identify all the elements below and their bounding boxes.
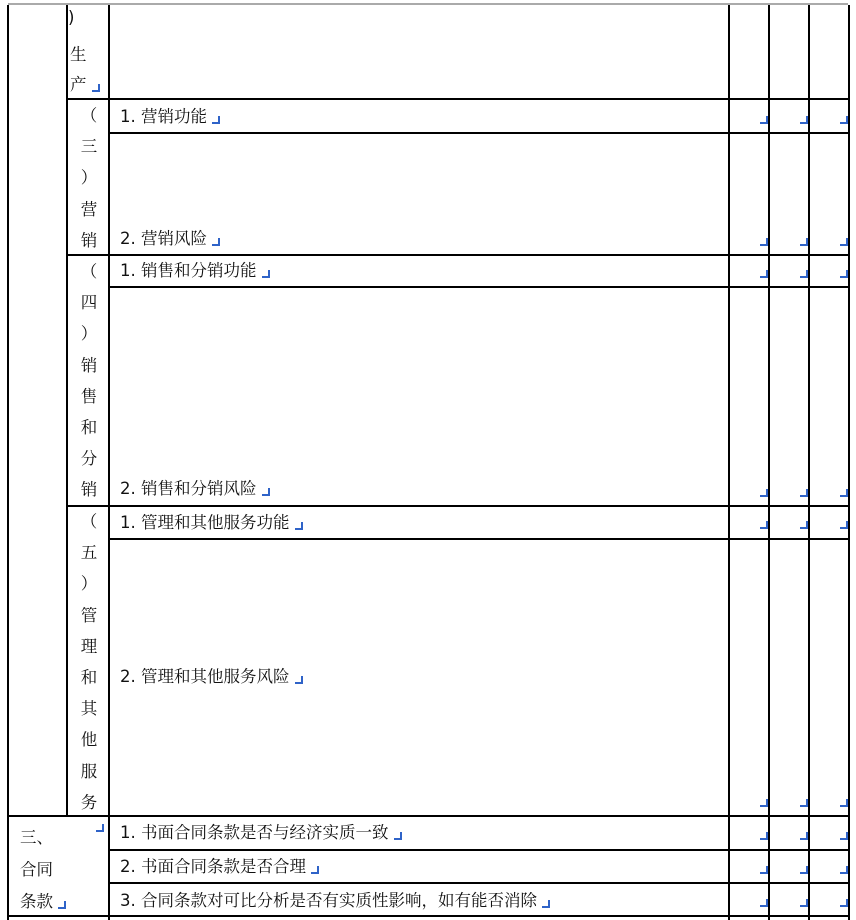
contract-item-2: 2. 书面合同条款是否合理 <box>120 857 319 877</box>
production-char-2: 产 <box>70 75 87 94</box>
paragraph-mark <box>262 488 270 496</box>
row-divider <box>7 815 850 817</box>
row-divider <box>108 132 850 134</box>
row-divider <box>66 98 850 100</box>
paragraph-mark <box>840 799 848 807</box>
row-divider <box>66 505 850 507</box>
paragraph-mark <box>800 799 808 807</box>
page-top-edge <box>8 3 848 5</box>
sales-function-item: 1. 销售和分销功能 <box>120 261 270 281</box>
paragraph-mark <box>840 521 848 529</box>
paragraph-mark <box>760 866 768 874</box>
admin-risk-item: 2. 管理和其他服务风险 <box>120 667 303 687</box>
table-divider-content <box>728 5 730 920</box>
paragraph-mark <box>840 238 848 246</box>
table-divider-col2 <box>768 5 770 920</box>
paragraph-mark <box>760 521 768 529</box>
paragraph-mark <box>212 238 220 246</box>
contract-item-1: 1. 书面合同条款是否与经济实质一致 <box>120 823 402 843</box>
paragraph-mark <box>262 270 270 278</box>
paragraph-mark <box>394 832 402 840</box>
paragraph-mark <box>800 866 808 874</box>
marketing-risk-item: 2. 营销风险 <box>120 229 220 249</box>
paragraph-mark <box>800 238 808 246</box>
paragraph-mark <box>295 676 303 684</box>
contract-item-3: 3. 合同条款对可比分析是否有实质性影响，如有能否消除 <box>120 891 550 911</box>
paragraph-mark <box>800 832 808 840</box>
paragraph-mark <box>760 899 768 907</box>
admin-function-item: 1. 管理和其他服务功能 <box>120 513 303 533</box>
paragraph-mark <box>800 116 808 124</box>
paragraph-mark <box>295 522 303 530</box>
row-divider <box>108 882 850 884</box>
paragraph-mark <box>311 866 319 874</box>
row-divider <box>108 538 850 540</box>
paragraph-mark <box>840 270 848 278</box>
row-divider <box>66 254 850 256</box>
paragraph-mark <box>760 489 768 497</box>
paragraph-mark <box>840 489 848 497</box>
marketing-function-item: 1. 营销功能 <box>120 107 220 127</box>
production-label-tail: ) <box>68 8 75 27</box>
paragraph-mark <box>58 901 66 909</box>
production-label <box>70 40 100 100</box>
row-divider <box>108 286 850 288</box>
sales-label: （ 四 ） 销 售 和 分 销 <box>80 262 98 500</box>
paragraph-mark <box>840 832 848 840</box>
paragraph-mark <box>760 116 768 124</box>
paragraph-mark <box>760 238 768 246</box>
table-divider-category <box>66 5 68 817</box>
paragraph-mark <box>542 900 550 908</box>
paragraph-mark <box>92 84 100 92</box>
paragraph-mark <box>96 824 104 832</box>
row-divider <box>7 915 850 917</box>
paragraph-mark <box>212 116 220 124</box>
paragraph-mark <box>840 116 848 124</box>
marketing-label: （ 三 ） 营 销 <box>80 106 98 250</box>
admin-label: （ 五 ） 管 理 和 其 他 服 务 <box>80 512 98 812</box>
table-divider-col3 <box>808 5 810 920</box>
table-border-right <box>848 5 850 920</box>
paragraph-mark <box>800 521 808 529</box>
paragraph-mark <box>800 270 808 278</box>
paragraph-mark <box>800 899 808 907</box>
table-border-left <box>7 5 9 920</box>
paragraph-mark <box>800 489 808 497</box>
paragraph-mark <box>760 270 768 278</box>
paragraph-mark <box>760 832 768 840</box>
row-divider <box>108 849 850 851</box>
contract-label: 三、 合同 条款 <box>20 822 66 918</box>
paragraph-mark <box>760 799 768 807</box>
paragraph-mark <box>840 899 848 907</box>
sales-risk-item: 2. 销售和分销风险 <box>120 479 270 499</box>
production-char-1: 生 <box>70 45 87 64</box>
paragraph-mark <box>840 866 848 874</box>
table-divider-label <box>108 5 110 920</box>
